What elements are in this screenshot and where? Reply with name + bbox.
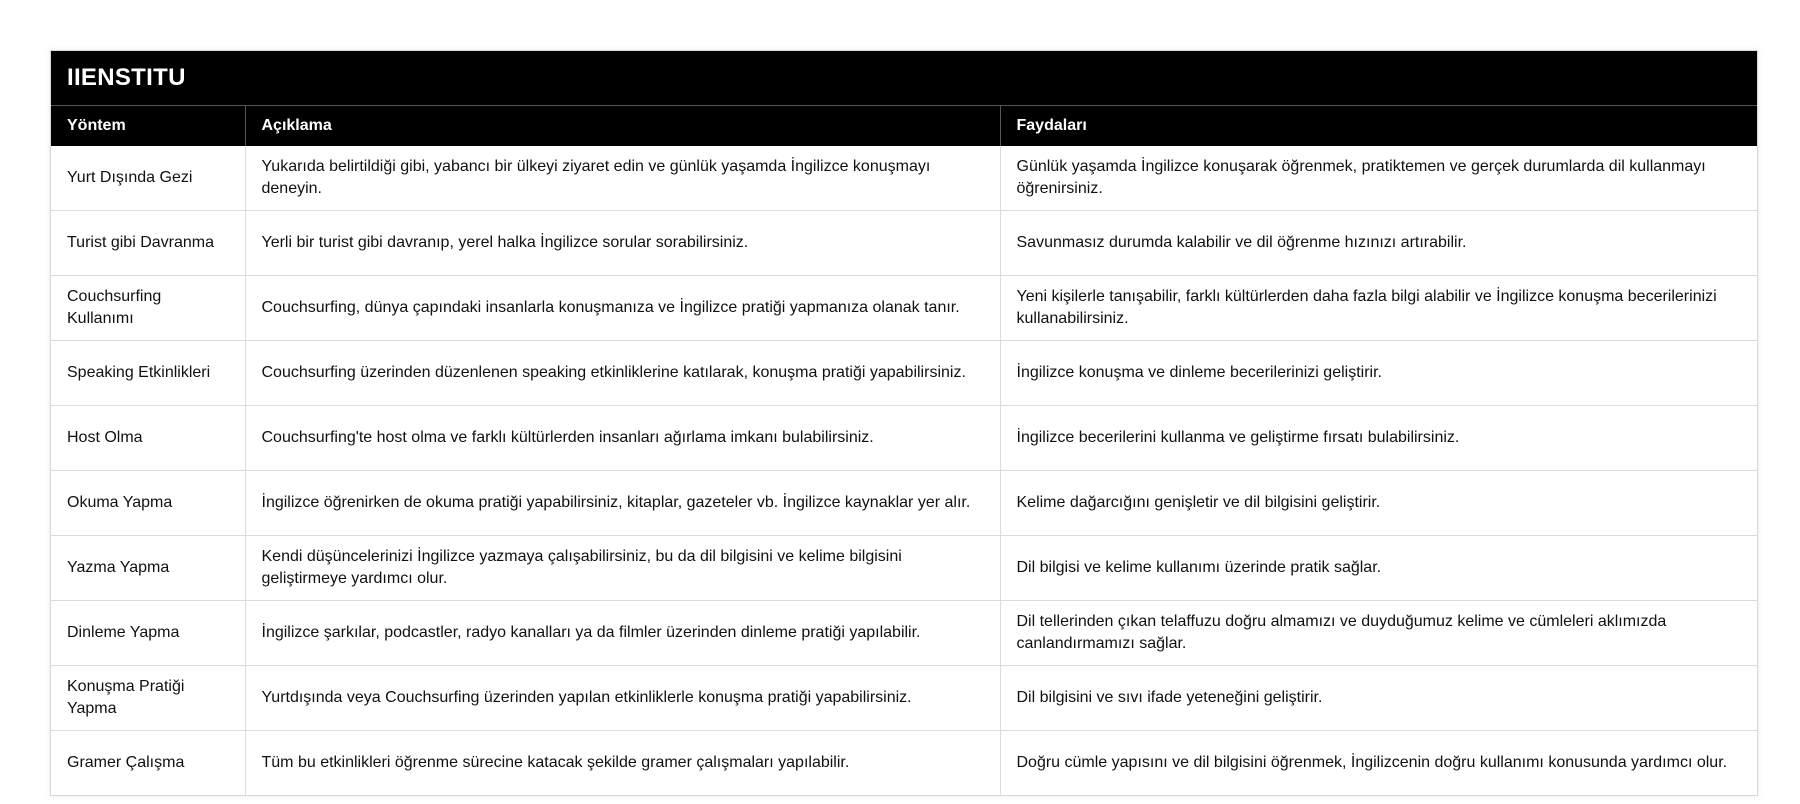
- table-row: [51, 211, 1757, 276]
- benefits-cell: Doğru cümle yapısını ve dil bilgisini öğrenmek, İngilizcenin doğru kullanımı konusunda yardımcı olur.: [1016, 754, 1728, 771]
- method-cell: Dinleme Yapma: [51, 601, 245, 666]
- method-cell: Okuma Yapma: [51, 471, 245, 536]
- brand-title: IIENSTITU: [51, 51, 1757, 105]
- benefits-cell: Dil tellerinden çıkan telaffuzu doğru almamızı ve duyduğumuz kelime ve cümleleri aklımızda canlandırmamızı sağlar.: [1016, 613, 1667, 652]
- method-cell: Yazma Yapma: [51, 536, 245, 601]
- method-cell: Yurt Dışında Gezi: [51, 146, 245, 211]
- method-cell: Speaking Etkinlikleri: [51, 341, 245, 406]
- benefits-cell: Yeni kişilerle tanışabilir, farklı kültürlerden daha fazla bilgi alabilir ve İngilizce konuşma becerilerinizi kullanabilirsiniz.: [1016, 288, 1717, 327]
- benefits-cell: Dil bilgisini ve sıvı ifade yeteneğini geliştirir.: [1016, 689, 1323, 706]
- table-row: [51, 731, 1757, 796]
- description-cell: Yurtdışında veya Couchsurfing üzerinden yapılan etkinliklerle konuşma pratiği yapabilirsiniz.: [245, 666, 1000, 731]
- method-cell: Konuşma Pratiği Yapma: [51, 666, 245, 731]
- column-header-description: Açıklama: [245, 106, 1000, 147]
- table-row: [51, 406, 1757, 471]
- content-card: [50, 50, 1758, 796]
- method-cell: Gramer Çalışma: [51, 731, 245, 796]
- table-header-row: [51, 106, 1757, 147]
- table-row: [51, 666, 1757, 731]
- methods-table: [51, 105, 1757, 795]
- description-cell: Couchsurfing'te host olma ve farklı kültürlerden insanları ağırlama imkanı bulabilirsiniz.: [245, 406, 1000, 471]
- method-cell: Couchsurfing Kullanımı: [51, 276, 245, 341]
- benefits-cell: İngilizce becerilerini kullanma ve geliştirme fırsatı bulabilirsiniz.: [1016, 429, 1460, 446]
- column-header-method: Yöntem: [51, 106, 245, 147]
- benefits-cell: Savunmasız durumda kalabilir ve dil öğrenme hızınızı artırabilir.: [1016, 234, 1467, 251]
- table-row: [51, 146, 1757, 211]
- description-cell: Yerli bir turist gibi davranıp, yerel halka İngilizce sorular sorabilirsiniz.: [245, 211, 1000, 276]
- benefits-cell: Dil bilgisi ve kelime kullanımı üzerinde pratik sağlar.: [1016, 559, 1382, 576]
- description-cell: Kendi düşüncelerinizi İngilizce yazmaya çalışabilirsiniz, bu da dil bilgisini ve kelime bilgisini geliştirmeye yardımcı olur.: [245, 536, 1000, 601]
- benefits-cell: Kelime dağarcığını genişletir ve dil bilgisini geliştirir.: [1016, 494, 1381, 511]
- method-cell: Turist gibi Davranma: [51, 211, 245, 276]
- description-cell: İngilizce şarkılar, podcastler, radyo kanalları ya da filmler üzerinden dinleme pratiği yapılabilir.: [245, 601, 1000, 666]
- method-cell: Host Olma: [51, 406, 245, 471]
- table-row: [51, 341, 1757, 406]
- description-cell: Couchsurfing, dünya çapındaki insanlarla konuşmanıza ve İngilizce pratiği yapmanıza olanak tanır.: [245, 276, 1000, 341]
- benefits-cell: İngilizce konuşma ve dinleme becerilerinizi geliştirir.: [1016, 364, 1382, 381]
- description-cell: Yukarıda belirtildiği gibi, yabancı bir ülkeyi ziyaret edin ve günlük yaşamda İngilizce konuşmayı deneyin.: [245, 146, 1000, 211]
- table-row: [51, 601, 1757, 666]
- column-header-benefits: Faydaları: [1000, 106, 1757, 147]
- benefits-cell: Günlük yaşamda İngilizce konuşarak öğrenmek, pratiktemen ve gerçek durumlarda dil kullanmayı öğrenirsiniz.: [1016, 158, 1706, 197]
- description-cell: Tüm bu etkinlikleri öğrenme sürecine katacak şekilde gramer çalışmaları yapılabilir.: [245, 731, 1000, 796]
- table-row: [51, 536, 1757, 601]
- description-cell: Couchsurfing üzerinden düzenlenen speaking etkinliklerine katılarak, konuşma pratiği yapabilirsiniz.: [245, 341, 1000, 406]
- description-cell: İngilizce öğrenirken de okuma pratiği yapabilirsiniz, kitaplar, gazeteler vb. İngilizce kaynaklar yer alır.: [245, 471, 1000, 536]
- table-row: [51, 276, 1757, 341]
- table-row: [51, 471, 1757, 536]
